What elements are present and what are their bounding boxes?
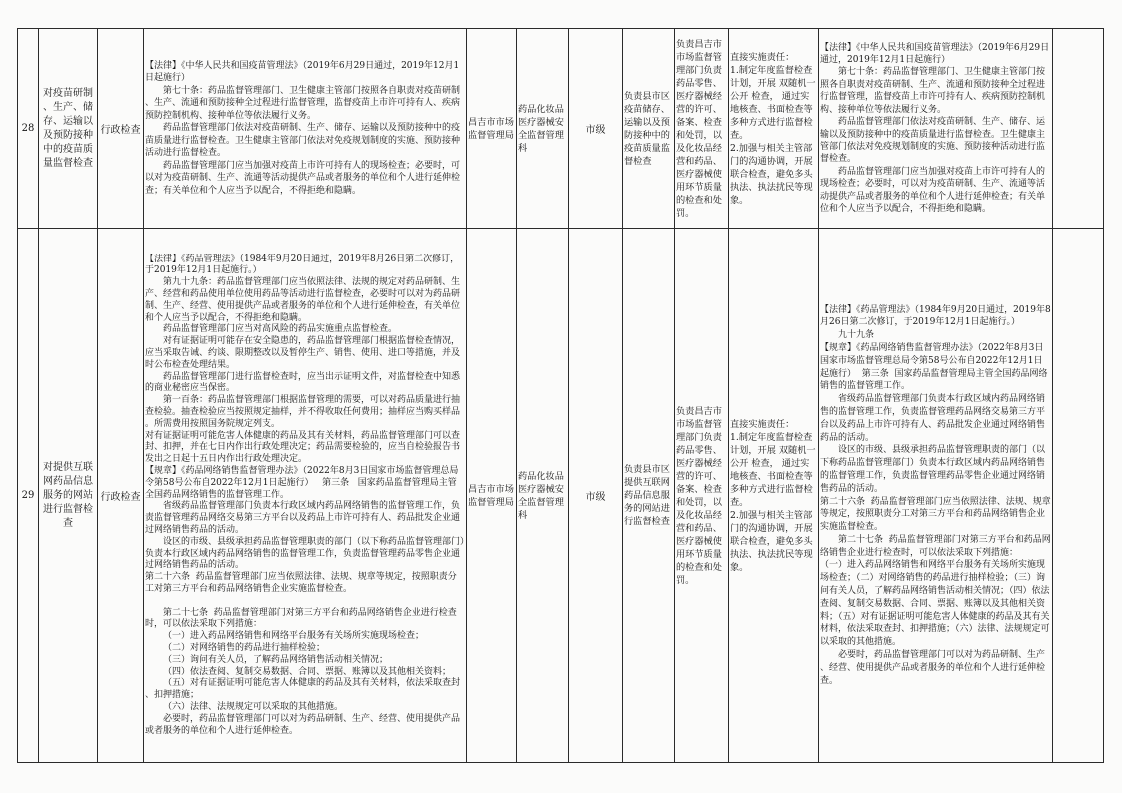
paragraph: 省级药品监督管理部门负责本行政区域内药品网络销售的监督管理工作，负责监督管理药品网络交易第三方平台以及药品上市许可持有人、药品批发企业通过网络销售药品的活动。 bbox=[145, 501, 461, 535]
paragraph: 【法律】《中华人民共和国疫苗管理法》（2019年6月29日通过，2019年12月1日起施行） bbox=[145, 60, 460, 84]
paragraph: 药品监督管理部门依法对疫苗研制、生产、储存、运输以及预防接种中的疫苗质量进行监督检查。卫生健康主管部门依法对免疫规划制度的实施、预防接种活动进行监督检查。 bbox=[820, 117, 1046, 165]
level-text: 市级 bbox=[585, 492, 606, 503]
paragraph: 【规章】《药品网络销售监督管理办法》（2022年8月3日国家市场监督管理总局令第58号公布自2022年12月1日起施行） 第三条 国家药品监督管理局主管全国药品网络销售的监督管理工作。 bbox=[145, 466, 459, 500]
paragraph: 第二十六条 药品监督管理部门应当依照法律、法规、规章等规定，按照职责分工对第三方平台和药品网络销售企业实施监督检查。 bbox=[820, 496, 1051, 533]
paragraph: 设区的市级、县级承担药品监督管理职责的部门（以下称药品监督管理部门）负责本行政区域内药品网络销售的监督管理工作，负责监督管理药品零售企业通过网络销售药品的活动。 bbox=[145, 536, 465, 571]
reference-basis bbox=[819, 229, 1053, 763]
paragraph: 【法律】《药品管理法》（1984年9月20日通过，2019年8月26日第二次修订，于2019年12月1日起施行。） bbox=[145, 253, 460, 276]
paragraph: （一）进入药品网络销售和网络平台服务有关场所实施现场检查；（二）对网络销售的药品进行抽样检验；（三）询问有关人员，了解药品网络销售活动相关情况；（四）依法查阅、复制交易数据、合同、票据、账簿以及其他相关资料；（五）对有证据证明可能危害人体健康的药品及其有关材料，依法采取查封、扣押措施；（六）法律、法规规定可以采取的其他措施。 bbox=[820, 560, 1050, 648]
reference-basis bbox=[819, 29, 1053, 229]
remark-cell bbox=[1053, 229, 1104, 763]
item-category bbox=[98, 229, 144, 763]
paragraph: （三）询问有关人员，了解药品网络销售活动相关情况； bbox=[163, 654, 389, 665]
item-category-text: 行政检查 bbox=[100, 125, 141, 136]
paragraph: 设区的市级、县级承担药品监督管理职责的部门（以下称药品监督管理部门）负责本行政区域内药品网络销售的监督管理工作，负责监督管理药品零售企业通过网络销售药品的活动。 bbox=[820, 445, 1046, 494]
paragraph: 九十九条 bbox=[838, 330, 875, 341]
legal-basis bbox=[144, 29, 467, 229]
paragraph: 第一百条：药品监督管理部门根据监督管理的需要，可以对药品质量进行抽查检验。抽查检验应当按照规定抽样，并不得收取任何费用；抽样应当购买样品。所需费用按照国务院规定列支。 bbox=[145, 395, 461, 429]
paragraph: 1.制定年度监督检查计划，开展 双随机一公开 检查， 通过实地核查、书面检查等多种方式进行监督检查。 bbox=[730, 431, 816, 508]
scope bbox=[623, 229, 675, 763]
duty-text: 负责昌吉市市场监督管理部门负责药品零售、医疗器械经营的许可、备案、检查和处罚，以及化妆品经营和药品、医疗器械使用环节质量的检查和处罚。 bbox=[676, 405, 722, 586]
remark-cell bbox=[1053, 29, 1104, 229]
paragraph: 【规章】《药品网络销售监督管理办法》（2022年8月3日国家市场监督管理总局令第58号公布自2022年12月1日起施行） 第三条 国家药品监督管理局主管全国药品网络销售的监督管理工作。 bbox=[820, 342, 1048, 392]
paragraph: 直接实施责任： bbox=[730, 418, 795, 430]
table-row bbox=[18, 229, 1104, 763]
scope-text: 负责县市区疫苗储存、运输以及预防接种中的疫苗质量监督检查 bbox=[624, 90, 670, 167]
paragraph: 必要时，药品监督管理部门可以对为药品研制、生产、经营、使用提供产品或者服务的单位和个人进行延伸检查。 bbox=[820, 650, 1046, 686]
responsible-department bbox=[517, 29, 569, 229]
duty bbox=[675, 229, 729, 763]
paragraph: 2.加强与相关主管部门的沟通协调，开展联合检查，避免多头执法、执法扰民等现象。 bbox=[730, 142, 813, 206]
measures bbox=[729, 229, 819, 763]
implementing-body bbox=[467, 29, 517, 229]
paragraph: 对有证据证明可能存在安全隐患的，药品监督管理部门根据监督检查情况，应当采取告诫、约谈、限期整改以及暂停生产、销售、使用、进口等措施，并及时公布检查处理结果。 bbox=[145, 336, 461, 370]
duty-text: 负责昌吉市市场监督管理部门负责药品零售、医疗器械经营的许可、备案、检查和处罚，以及化妆品经营和药品、医疗器械使用环节质量的检查和处罚。 bbox=[676, 38, 722, 219]
paragraph: 药品监督管理部门应当加强对疫苗上市许可持有人的现场检查；必要时，可以对为疫苗研制、生产、流通等活动提供产品或者服务的单位和个人进行延伸检查；有关单位和个人应当予以配合，不得拒绝和隐瞒。 bbox=[820, 166, 1046, 214]
paragraph: 1.制定年度监督检查计划，开展 双随机一公开 检查， 通过实地核查、书面检查等多种方式进行监督检查。 bbox=[730, 64, 816, 141]
paragraph: （六）法律、法规规定可以采取的其他措施。 bbox=[163, 701, 344, 712]
duty bbox=[675, 29, 729, 229]
level-text: 市级 bbox=[585, 125, 606, 136]
paragraph: 必要时，药品监督管理部门可以对为药品研制、生产、经营、使用提供产品或者服务的单位和个人进行延伸检查。 bbox=[145, 713, 461, 736]
responsible-department bbox=[517, 229, 569, 763]
table-row bbox=[18, 29, 1104, 229]
scope bbox=[623, 29, 675, 229]
paragraph: 对有证据证明可能危害人体健康的药品及其有关材料，药品监督管理部门可以查封、扣押，并在七日内作出行政处理决定；药品需要检验的，应当自检验报告书发出之日起十五日内作出行政处理决定。 bbox=[145, 430, 461, 465]
paragraph: （二）对网络销售的药品进行抽样检验； bbox=[163, 642, 326, 653]
paragraph: 【法律】《药品管理法》（1984年9月20日通过，2019年8月26日第二次修订，于2019年12月1日起施行。） bbox=[820, 304, 1051, 328]
implementing-body-text: 昌吉市市场监督管理局 bbox=[468, 483, 514, 508]
paragraph: 2.加强与相关主管部门的沟通协调，开展联合检查，避免多头执法、执法扰民等现象。 bbox=[730, 509, 813, 573]
responsible-department-text: 药品化妆品医疗器械安全监督管理科 bbox=[518, 103, 564, 154]
item-name bbox=[39, 229, 98, 763]
paragraph: 直接实施责任： bbox=[730, 51, 795, 63]
inspection-items-table bbox=[17, 28, 1104, 763]
item-name bbox=[39, 29, 98, 229]
paragraph: （一）进入药品网络销售和网络平台服务有关场所实施现场检查； bbox=[163, 631, 425, 642]
paragraph: 第七十条：药品监督管理部门、卫生健康主管部门按照各自职责对疫苗研制、生产、流通和预防接种全过程进行监督管理，监督疫苗上市许可持有人、疾病预防控制机构、接种单位等依法履行义务。 bbox=[145, 85, 461, 121]
implementing-body bbox=[467, 229, 517, 763]
level bbox=[569, 229, 623, 763]
paragraph: 第二十六条 药品监督管理部门应当依照法律、法规、规章等规定，按照职责分工对第三方平台和药品网络销售企业实施监督检查。 bbox=[145, 572, 457, 594]
responsible-department-text: 药品化妆品医疗器械安全监督管理科 bbox=[518, 470, 564, 521]
implementing-body-text: 昌吉市市场监督管理局 bbox=[468, 116, 514, 141]
level bbox=[569, 29, 623, 229]
paragraph: 省级药品监督管理部门负责本行政区域内药品网络销售的监督管理工作，负责监督管理药品网络交易第三方平台以及药品上市许可持有人、药品批发企业通过网络销售药品的活动。 bbox=[820, 394, 1046, 443]
scope-text: 负责县市区提供互联网药品信息服务的网站进行监督检查 bbox=[624, 464, 670, 527]
item-category bbox=[98, 29, 144, 229]
paragraph: 第九十九条：药品监督管理部门应当依照法律、法规的规定对药品研制、生产、经营和药品使用单位使用药品等活动进行监督检查，必要时可以对为药品研制、生产、经营、使用提供产品或者服务的单位和个人进行延伸检查，有关单位和个人应当予以配合，不得拒绝和隐瞒。 bbox=[145, 277, 461, 323]
item-name-text: 对疫苗研制、生产、储存、运输以及预防接种中的疫苗质量监督检查 bbox=[43, 87, 93, 169]
measures bbox=[729, 29, 819, 229]
legal-basis bbox=[144, 229, 467, 763]
blank-line bbox=[145, 596, 465, 608]
paragraph: 第七十条：药品监督管理部门、卫生健康主管部门按照各自职责对疫苗研制、生产、流通和预防接种全过程进行监督管理，监督疫苗上市许可持有人、疾病预防控制机构、接种单位等依法履行义务。 bbox=[820, 67, 1046, 115]
paragraph: （五）对有证据证明可能危害人体健康的药品及其有关材料，依法采取查封、扣押措施； bbox=[145, 678, 461, 701]
paragraph: 第二十七条 药品监督管理部门对第三方平台和药品网络销售企业进行检查时，可以依法采取下列措施： bbox=[820, 534, 1051, 558]
row-number bbox=[18, 229, 39, 763]
paragraph: 药品监督管理部门应当对高风险的药品实施重点监督检查。 bbox=[163, 324, 398, 335]
paragraph: 【法律】《中华人民共和国疫苗管理法》（2019年6月29日通过，2019年12月1日起施行） bbox=[820, 42, 1050, 66]
item-category-text: 行政检查 bbox=[100, 492, 141, 503]
row-number bbox=[18, 29, 39, 229]
row-number-text: 29 bbox=[21, 490, 35, 501]
paragraph: （四）依法查阅、复制交易数据、合同、票据、账簿以及其他相关资料； bbox=[163, 666, 452, 677]
paragraph: 药品监督管理部门依法对疫苗研制、生产、储存、运输以及预防接种中的疫苗质量进行监督检查。卫生健康主管部门依法对免疫规划制度的实施、预防接种活动进行监督检查。 bbox=[145, 123, 461, 159]
row-number-text: 28 bbox=[21, 123, 35, 134]
item-name-text: 对提供互联网药品信息服务的网站进行监督检查 bbox=[43, 461, 93, 529]
paragraph: 药品监督管理部门进行监督检查时，应当出示证明文件，对监督检查中知悉的商业秘密应当保密。 bbox=[145, 371, 461, 394]
paragraph: 药品监督管理部门应当加强对疫苗上市许可持有人的现场检查；必要时，可以对为疫苗研制、生产、流通等活动提供产品或者服务的单位和个人进行延伸检查；有关单位和个人应当予以配合，不得拒绝和隐瞒。 bbox=[145, 160, 461, 196]
paragraph: 第二十七条 药品监督管理部门对第三方平台和药品网络销售企业进行检查时，可以依法采取下列措施： bbox=[145, 607, 457, 630]
